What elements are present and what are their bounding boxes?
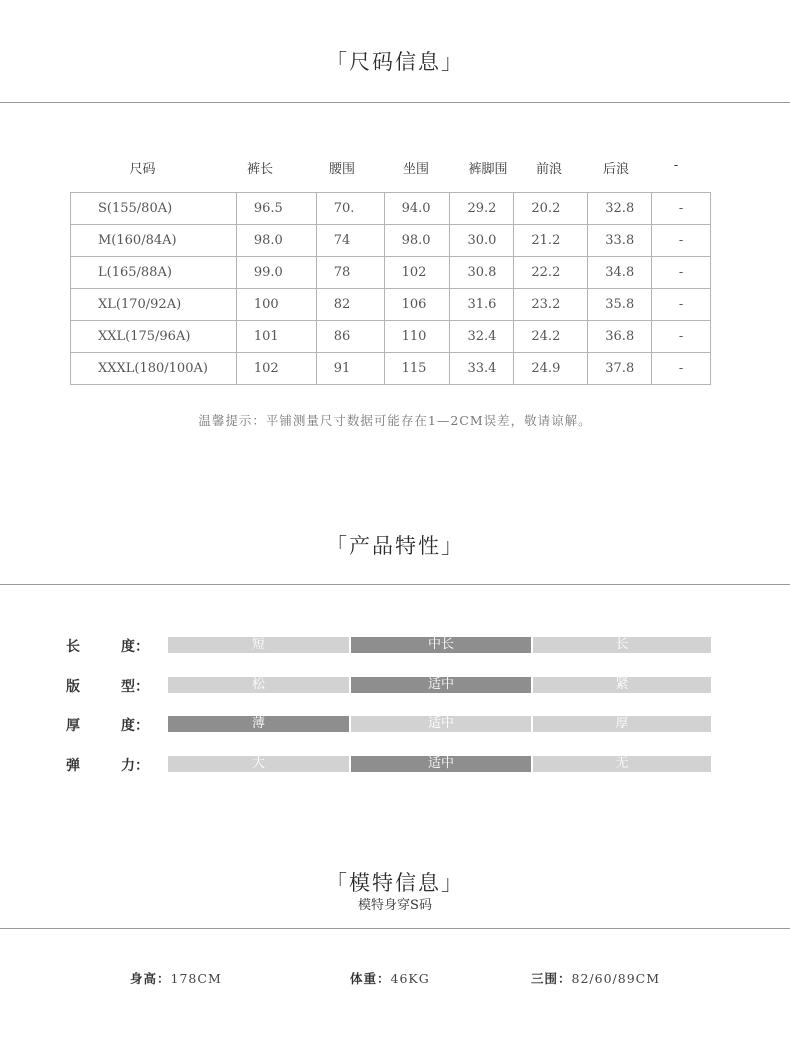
col-header-front-rise: 前浪 [535,162,562,177]
table-cell: 30.8 [450,257,514,289]
col-header-waist: 腰围 [328,162,355,177]
feature-section-title: 「产品特性」 [326,534,464,558]
model-weight-value: 46KG [390,971,430,986]
table-cell: 74 [316,225,384,257]
table-cell: 106 [384,289,450,321]
feature-option: 短 [168,637,349,653]
model-measurements-label: 三围： [531,971,572,986]
table-cell: 33.8 [588,225,652,257]
feature-label-second: 度： [121,718,149,734]
table-cell: 82 [316,289,384,321]
table-cell: 35.8 [588,289,652,321]
table-cell: 34.8 [588,257,652,289]
table-cell: 78 [316,257,384,289]
col-header-blank: - [673,158,679,173]
table-row [71,353,711,385]
table-cell: 110 [384,321,450,353]
model-subtitle: 模特身穿S码 [358,898,432,913]
col-header-size: 尺码 [129,162,156,177]
model-measurements [531,969,660,987]
table-cell: 70. [316,193,384,225]
table-cell: 94.0 [384,193,450,225]
feature-label-second: 型： [121,679,149,695]
table-cell: 20.2 [514,193,588,225]
size-section-title: 「尺码信息」 [326,50,464,74]
table-cell: 98.0 [236,225,316,257]
size-cell: XXL(175/96A) [71,321,237,353]
table-cell: 29.2 [450,193,514,225]
table-cell: 24.2 [514,321,588,353]
size-cell: XXXL(180/100A) [71,353,237,385]
table-cell: 100 [236,289,316,321]
table-cell: - [652,289,711,321]
table-cell: - [652,225,711,257]
model-measurements-value: 82/60/89CM [571,971,661,986]
table-cell: 96.5 [236,193,316,225]
table-cell: 30.0 [450,225,514,257]
feature-label-first: 弹 [66,758,80,774]
table-cell: 37.8 [588,353,652,385]
table-row [71,193,711,225]
feature-label-first: 厚 [66,718,80,734]
feature-option: 适中 [351,716,531,732]
table-cell: - [652,193,711,225]
feature-option: 长 [533,637,711,653]
table-cell: 32.8 [588,193,652,225]
size-cell: M(160/84A) [71,225,237,257]
table-cell: 115 [384,353,450,385]
table-cell: 21.2 [514,225,588,257]
col-header-length: 裤长 [246,162,273,177]
measurement-tip: 温馨提示：平铺测量尺寸数据可能存在1—2CM误差，敬请谅解。 [198,413,592,428]
table-cell: - [652,321,711,353]
feature-label-first: 长 [66,639,80,655]
table-cell: - [652,353,711,385]
table-cell: 23.2 [514,289,588,321]
col-header-hip: 坐围 [402,162,429,177]
feature-option-selected: 适中 [351,756,531,772]
table-cell: 22.2 [514,257,588,289]
table-cell: 33.4 [450,353,514,385]
feature-option: 松 [168,677,349,693]
table-cell: 86 [316,321,384,353]
table-cell: - [652,257,711,289]
table-cell: 98.0 [384,225,450,257]
feature-option-selected: 薄 [168,716,349,732]
divider [0,584,790,585]
model-weight [350,969,430,987]
feature-option: 无 [533,756,711,772]
feature-option: 紧 [533,677,711,693]
model-height [130,969,222,987]
table-cell: 31.6 [450,289,514,321]
size-cell: L(165/88A) [71,257,237,289]
divider [0,928,790,929]
table-row [71,257,711,289]
size-cell: XL(170/92A) [71,289,237,321]
table-row [71,225,711,257]
table-cell: 102 [236,353,316,385]
table-cell: 36.8 [588,321,652,353]
table-cell: 32.4 [450,321,514,353]
model-height-value: 178CM [170,971,222,986]
size-cell: S(155/80A) [71,193,237,225]
feature-label-first: 版 [66,679,80,695]
feature-option: 大 [168,756,349,772]
model-weight-label: 体重： [350,971,391,986]
model-height-label: 身高： [130,971,171,986]
table-cell: 24.9 [514,353,588,385]
size-table [70,192,711,385]
table-row [71,289,711,321]
col-header-back-rise: 后浪 [602,162,629,177]
table-cell: 91 [316,353,384,385]
feature-option-selected: 适中 [351,677,531,693]
table-cell: 99.0 [236,257,316,289]
feature-label-second: 力： [121,758,149,774]
table-cell: 102 [384,257,450,289]
col-header-hem: 裤脚围 [468,162,508,177]
model-section-title: 「模特信息」 [326,871,464,895]
table-row [71,321,711,353]
table-cell: 101 [236,321,316,353]
divider [0,102,790,103]
feature-option: 厚 [533,716,711,732]
feature-option-selected: 中长 [351,637,531,653]
feature-label-second: 度： [121,639,149,655]
